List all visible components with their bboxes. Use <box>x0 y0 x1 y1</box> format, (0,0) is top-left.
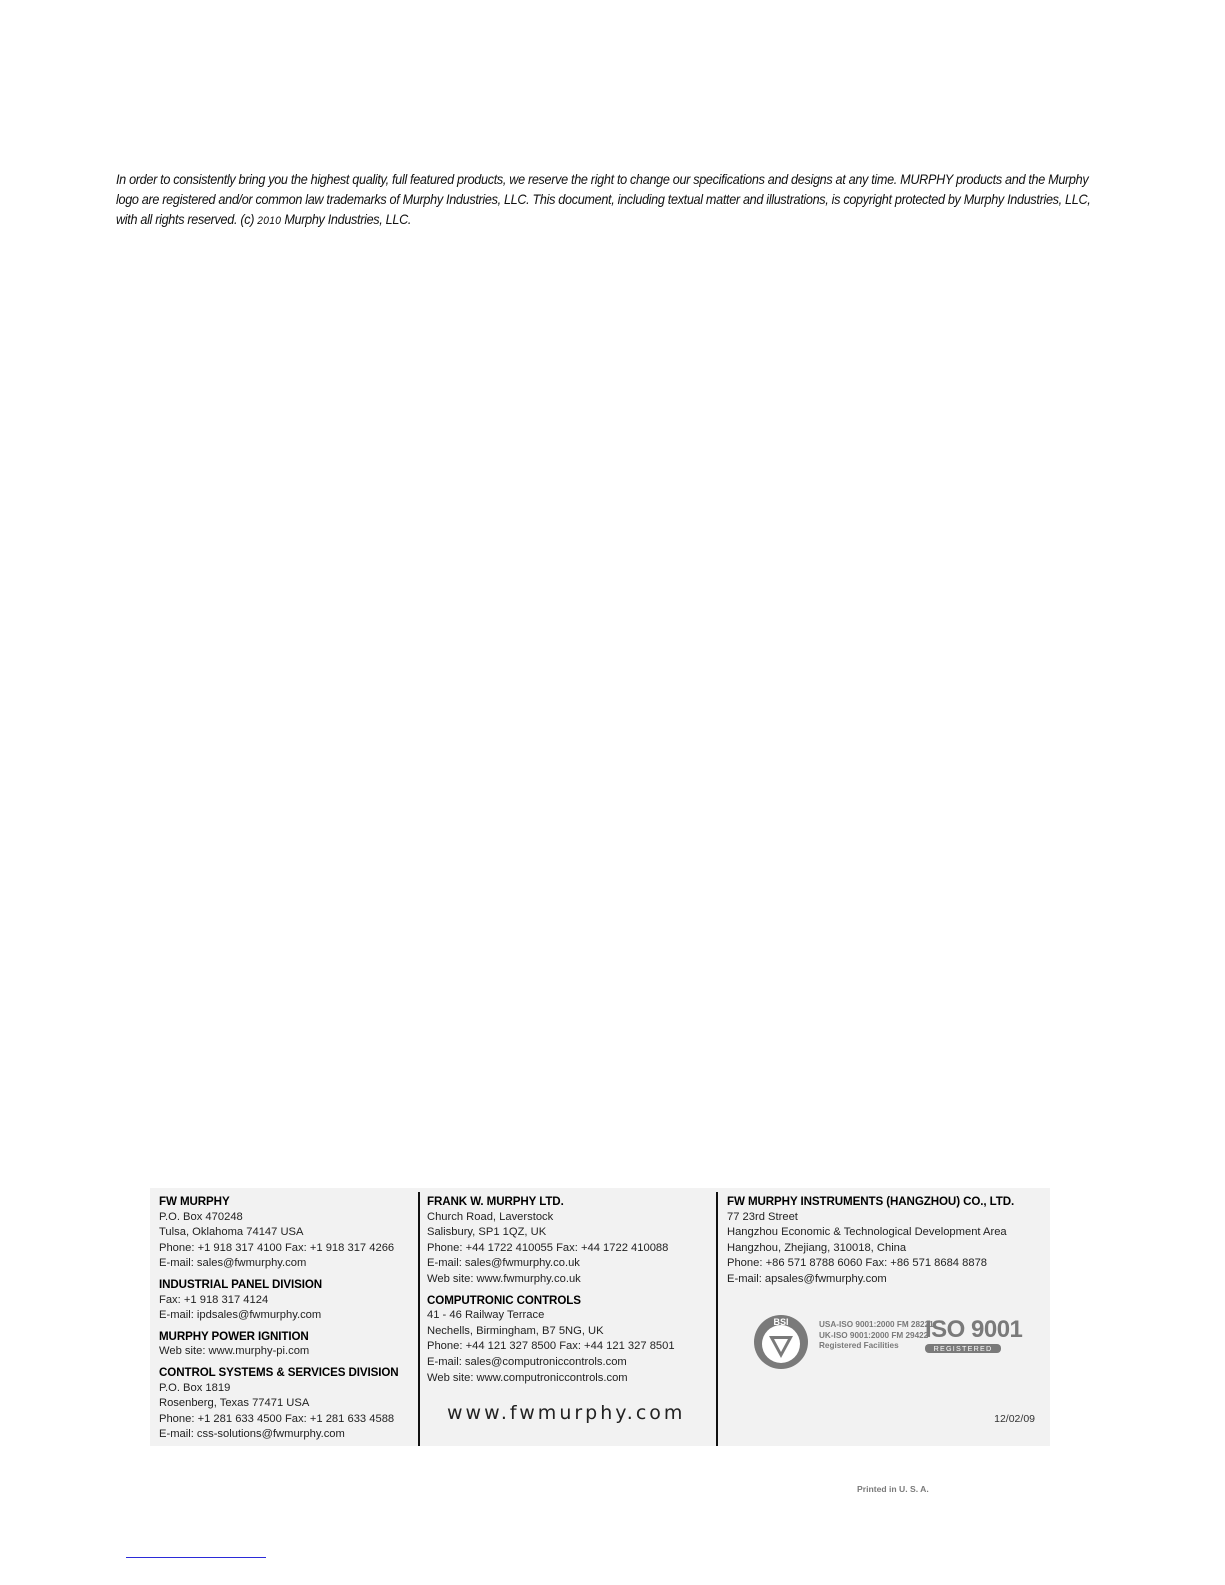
disclaimer-line-2: logo are registered and/or common law trademarks of Murphy Industries, LLC. This document, including textual matter and illustrations, is copyright protected by Murphy Industries, LLC, <box>116 192 1091 207</box>
iso-sub-label: REGISTERED <box>925 1344 1001 1353</box>
copyright-year: 2010 <box>257 215 282 227</box>
frank-murphy-phone: Phone: +44 1722 410055 Fax: +44 1722 410088 <box>427 1241 669 1254</box>
computronic-email: E-mail: sales@computroniccontrols.com <box>427 1355 627 1368</box>
fw-murphy-address-1: P.O. Box 470248 <box>159 1210 243 1223</box>
frank-murphy-web: Web site: www.fwmurphy.co.uk <box>427 1272 581 1285</box>
disclaimer-line-3-pre: with all rights reserved. (c) <box>116 212 258 227</box>
footer-column-usa <box>159 1188 417 1446</box>
hangzhou-phone: Phone: +86 571 8788 6060 Fax: +86 571 8684 8878 <box>727 1257 988 1270</box>
iso-9001-badge <box>925 1316 1023 1353</box>
computronic-web: Web site: www.computroniccontrols.com <box>427 1371 628 1384</box>
footer-column-china <box>727 1188 1047 1494</box>
hangzhou-heading: FW MURPHY INSTRUMENTS (HANGZHOU) CO., LTD. <box>727 1195 1015 1208</box>
hangzhou-address-1: 77 23rd Street <box>727 1210 798 1223</box>
fw-murphy-phone: Phone: +1 918 317 4100 Fax: +1 918 317 4266 <box>159 1241 395 1254</box>
hangzhou-email: E-mail: apsales@fwmurphy.com <box>727 1272 887 1285</box>
computronic-phone: Phone: +44 121 327 8500 Fax: +44 121 327 8501 <box>427 1340 675 1353</box>
cert-registered: Registered Facilities <box>819 1341 899 1350</box>
control-systems-heading: CONTROL SYSTEMS & SERVICES DIVISION <box>159 1365 399 1379</box>
document-date: 12/02/09 <box>994 1413 1035 1425</box>
copyright-disclaimer <box>116 170 1104 231</box>
control-systems-address-2: Rosenberg, Texas 77471 USA <box>159 1397 310 1410</box>
cert-uk: UK-ISO 9001:2000 FM 29422 <box>819 1330 929 1340</box>
website-url: www.fwmurphy.com <box>447 1402 686 1424</box>
disclaimer-line-3-post: Murphy Industries, LLC. <box>281 212 412 227</box>
power-ignition-heading: MURPHY POWER IGNITION <box>159 1329 309 1343</box>
control-systems-address-1: P.O. Box 1819 <box>159 1381 231 1394</box>
disclaimer-line-3 <box>116 210 1104 231</box>
frank-murphy-address-1: Church Road, Laverstock <box>427 1210 554 1223</box>
hangzhou-address-3: Hangzhou, Zhejiang, 310018, China <box>727 1241 907 1254</box>
industrial-panel-fax: Fax: +1 918 317 4124 <box>159 1293 269 1306</box>
computronic-heading: COMPUTRONIC CONTROLS <box>427 1293 581 1307</box>
disclaimer-line-1: In order to consistently bring you the highest quality, full featured products, we reserve the right to change our specifications and designs at any time. MURPHY products and the Murphy <box>116 172 1089 187</box>
column-divider-1 <box>418 1192 420 1446</box>
contact-footer <box>150 1188 1050 1494</box>
printed-in-usa: Printed in U. S. A. <box>857 1484 929 1494</box>
frank-murphy-heading: FRANK W. MURPHY LTD. <box>427 1195 564 1208</box>
frank-murphy-email: E-mail: sales@fwmurphy.co.uk <box>427 1257 580 1270</box>
computronic-address-2: Nechells, Birmingham, B7 5NG, UK <box>427 1324 604 1337</box>
column-divider-2 <box>716 1192 718 1446</box>
fw-murphy-heading: FW MURPHY <box>159 1195 230 1208</box>
control-systems-phone: Phone: +1 281 633 4500 Fax: +1 281 633 4588 <box>159 1412 395 1425</box>
footer-column-uk <box>427 1188 717 1446</box>
cert-text <box>819 1320 934 1352</box>
computronic-address-1: 41 - 46 Railway Terrace <box>427 1309 545 1322</box>
hangzhou-address-2: Hangzhou Economic & Technological Development Area <box>727 1226 1007 1239</box>
industrial-panel-email: E-mail: ipdsales@fwmurphy.com <box>159 1309 322 1322</box>
iso-main-label: ISO 9001 <box>925 1316 1023 1343</box>
cert-usa: USA-ISO 9001:2000 FM 28221 <box>819 1320 934 1329</box>
fw-murphy-address-2: Tulsa, Oklahoma 74147 USA <box>159 1226 304 1239</box>
bsi-logo-icon <box>753 1314 809 1370</box>
power-ignition-web: Web site: www.murphy-pi.com <box>159 1345 310 1358</box>
fw-murphy-email: E-mail: sales@fwmurphy.com <box>159 1257 307 1270</box>
bsi-label: BSI <box>773 1317 789 1327</box>
industrial-panel-heading: INDUSTRIAL PANEL DIVISION <box>159 1277 323 1291</box>
page-footer-underline <box>126 1557 266 1558</box>
frank-murphy-address-2: Salisbury, SP1 1QZ, UK <box>427 1226 547 1239</box>
control-systems-email: E-mail: css-solutions@fwmurphy.com <box>159 1428 345 1441</box>
